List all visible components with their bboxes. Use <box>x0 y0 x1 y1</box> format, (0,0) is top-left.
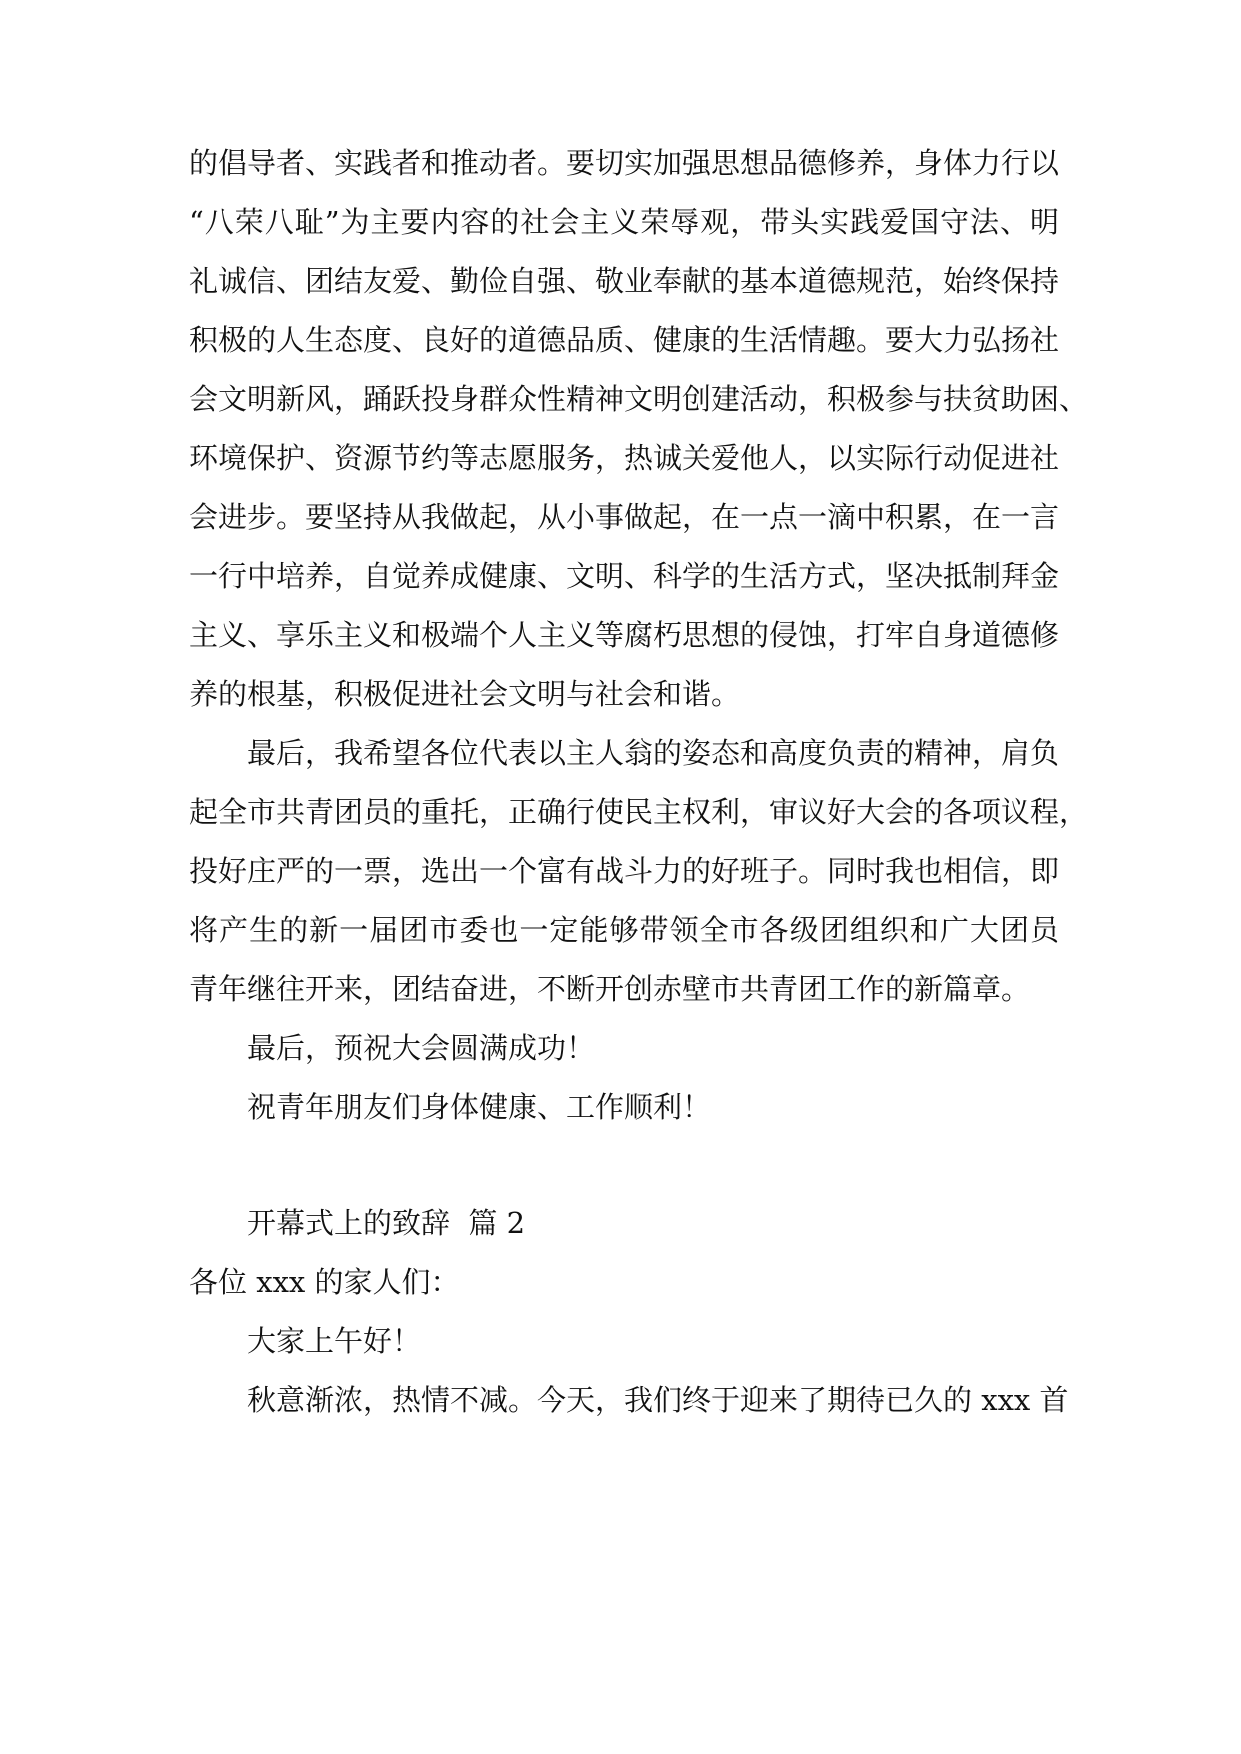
body-text-line: 将产生的新一届团市委也一定能够带领全市各级团组织和广大团员 <box>189 913 1059 947</box>
closing-line: 祝青年朋友们身体健康、工作顺利！ <box>247 1090 712 1124</box>
body-text-line: 一行中培养，自觉养成健康、文明、科学的生活方式，坚决抵制拜金 <box>189 559 1060 593</box>
body-text-line: 投好庄严的一票，选出一个富有战斗力的好班子。同时我也相信，即 <box>189 854 1060 888</box>
body-text-line: 环境保护、资源节约等志愿服务，热诚关爱他人，以实际行动促进社 <box>189 441 1060 475</box>
section-heading: 开幕式上的致辞 篇 2 <box>247 1206 526 1240</box>
body-text-line: 礼诚信、团结友爱、勤俭自强、敬业奉献的基本道德规范，始终保持 <box>189 264 1060 298</box>
body-text-line: 会进步。要坚持从我做起，从小事做起，在一点一滴中积累，在一言 <box>189 500 1060 534</box>
paragraph-first-line: 最后，我希望各位代表以主人翁的姿态和高度负责的精神，肩负 <box>247 736 1060 770</box>
body-text-line: 养的根基，积极促进社会文明与社会和谐。 <box>189 677 741 711</box>
salutation-line: 各位 xxx 的家人们： <box>189 1265 460 1299</box>
closing-line: 最后，预祝大会圆满成功！ <box>247 1031 596 1065</box>
greeting-line: 大家上午好！ <box>247 1324 422 1358</box>
body-text-line: 起全市共青团员的重托，正确行使民主权利，审议好大会的各项议程， <box>189 795 1089 829</box>
body-text-line: “八荣八耻”为主要内容的社会主义荣辱观，带头实践爱国守法、明 <box>189 205 1059 239</box>
body-text-line: 主义、享乐主义和极端个人主义等腐朽思想的侵蚀，打牢自身道德修 <box>189 618 1060 652</box>
body-text-line: 的倡导者、实践者和推动者。要切实加强思想品德修养，身体力行以 <box>189 146 1060 180</box>
body-text-line: 青年继往开来，团结奋进，不断开创赤壁市共青团工作的新篇章。 <box>189 972 1031 1006</box>
body-text-line: 积极的人生态度、良好的道德品质、健康的生活情趣。要大力弘扬社 <box>189 323 1060 357</box>
paragraph-first-line: 秋意渐浓，热情不减。今天，我们终于迎来了期待已久的 xxx 首 <box>247 1383 1069 1417</box>
body-text-line: 会文明新风，踊跃投身群众性精神文明创建活动，积极参与扶贫助困、 <box>189 382 1089 416</box>
